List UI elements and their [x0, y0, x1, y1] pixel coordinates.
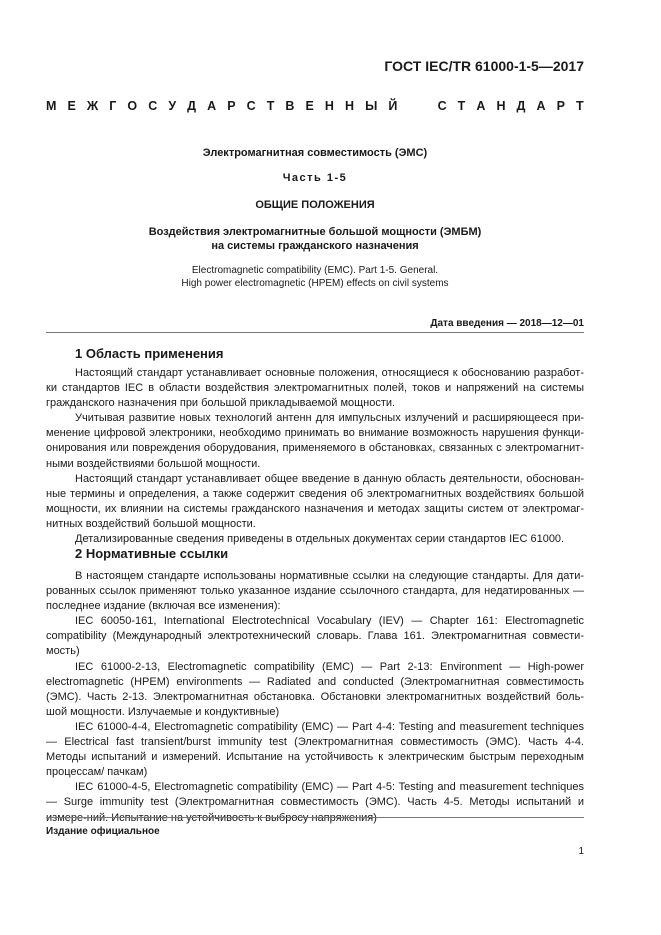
- heading-letter: Е: [67, 99, 76, 113]
- heading-letter: Т: [457, 99, 466, 113]
- title-english-line1: Electromagnetic compatibility (EMC). Part 1-5. General.: [191, 265, 439, 276]
- paragraph: Настоящий стандарт устанавливает общее введение в данную область деятельности, обоснован-ные термины и определения, а также содержит сведения об электромагнитных воздействиях большой мощности, их влиянии на системы гражданского назначения и методах защиты систем от электромаг-нитных воздействий большой мощности.: [46, 472, 584, 530]
- heading-letter: М: [46, 99, 57, 113]
- title-general: ОБЩИЕ ПОЛОЖЕНИЯ: [255, 199, 375, 211]
- heading-letter: С: [246, 99, 256, 113]
- title-series: Электромагнитная совместимость (ЭМС): [202, 147, 428, 159]
- paragraph: В настоящем стандарте использованы нормативные ссылки на следующие стандарты. Для дати-рованных ссылок применяют только указанное издание ссылочного стандарта, для недатированных — последнее издание (включая все изменения):: [46, 570, 584, 613]
- reference-item: IEC 61000-4-4, Electromagnetic compatibility (EMC) — Part 4-4: Testing and measurement techniques — Electrical fast transient/burst immunity test (Электромагнитная совместимость (ЭМС). Часть 4-4. Методы испытаний и измерений. Испытание на устойчивость к электрическим быстрым переходным процессам/ пачкам): [46, 720, 584, 779]
- heading-letter: Н: [345, 99, 355, 113]
- heading-letter: А: [536, 99, 546, 113]
- heading-letter: Й: [388, 99, 398, 113]
- heading-letter: Т: [576, 99, 584, 113]
- intro-date: Дата введения — 2018—12—01: [430, 318, 584, 329]
- heading-letter: Н: [496, 99, 506, 113]
- paragraph: Детализированные сведения приведены в отдельных документах серии стандартов IEC 61000.: [75, 533, 565, 546]
- heading-letter: Д: [187, 99, 197, 113]
- heading-letter: Р: [556, 99, 565, 113]
- standard-number: ГОСТ IEC/TR 61000-1-5—2017: [384, 58, 584, 74]
- section-2-body: [46, 569, 584, 826]
- heading-letter: С: [437, 99, 447, 113]
- heading-letter: У: [168, 99, 177, 113]
- heading-letter: Р: [227, 99, 236, 113]
- paragraph: Настоящий стандарт устанавливает основные положения, относящиеся к обоснованию разработ-ки стандартов IEC в области воздействия электромагнитных полей, токов и напряжений на системы гражданского назначения при большой прикладываемой мощности.: [46, 367, 584, 410]
- reference-item: IEC 61000-4-5, Electromagnetic compatibility (EMC) — Part 4-5: Testing and measurement techniques — Surge immunity test (Электромагнитная совместимость (ЭМС). Часть 4-5. Методы испытаний и измере-ний. Испытание на устойчивость к выбросу напряжения): [46, 781, 584, 824]
- heading-letter: Д: [516, 99, 526, 113]
- divider-top: [46, 332, 584, 333]
- paragraph: Учитывая развитие новых технологий антенн для импульсных излучений и расширяющееся при-менение цифровой электроники, необходимо принимать во внимание возможность нарушения функци-онирования или повреждения оборудования, применяемого в обстановках, связанных с электромагнит-ными воздействиями большой мощности.: [46, 412, 584, 470]
- heading-letter: А: [207, 99, 217, 113]
- interstate-standard-heading: [46, 99, 584, 113]
- heading-letter: В: [285, 99, 295, 113]
- heading-letter: Е: [305, 99, 314, 113]
- section-1-body: [46, 366, 584, 547]
- divider-bottom: [46, 817, 584, 818]
- reference-item: IEC 61000-2-13, Electromagnetic compatibility (EMC) — Part 2-13: Environment — High-power electromagnetic (HPEM) environments — Radiated and conducted (Электромагнитная совместимость (ЭМС). Часть 2-13. Электромагнитная обстановка. Обстановки электромагнитных воздействий боль-шой мощности. Излучаемые и кондуктивные): [46, 660, 584, 718]
- heading-letter: [408, 99, 411, 113]
- heading-letter: Ы: [365, 99, 378, 113]
- heading-letter: А: [476, 99, 486, 113]
- page-number: 1: [578, 846, 584, 857]
- heading-letter: Т: [266, 99, 275, 113]
- heading-letter: [423, 99, 426, 113]
- heading-letter: С: [148, 99, 158, 113]
- title-english-line2: High power electromagnetic (HPEM) effects on civil systems: [181, 278, 449, 289]
- title-main-line2: на системы гражданского назначения: [211, 240, 419, 252]
- heading-letter: Ж: [86, 99, 99, 113]
- heading-letter: О: [127, 99, 138, 113]
- section-2-title: 2 Нормативные ссылки: [75, 546, 229, 561]
- heading-letter: Г: [109, 99, 117, 113]
- section-1-title: 1 Область применения: [75, 346, 224, 361]
- title-part: Часть 1-5: [282, 172, 348, 184]
- heading-letter: Н: [324, 99, 334, 113]
- reference-item: IEC 60050-161, International Electrotechnical Vocabulary (IEV) — Chapter 161: Electromagnetic compatibility (Международный электротехнический словарь. Глава 161. Электромагнитная совмести-мость): [46, 615, 584, 658]
- title-main-line1: Воздействия электромагнитные большой мощности (ЭМБМ): [148, 226, 482, 238]
- official-edition-label: Издание официальное: [46, 826, 160, 837]
